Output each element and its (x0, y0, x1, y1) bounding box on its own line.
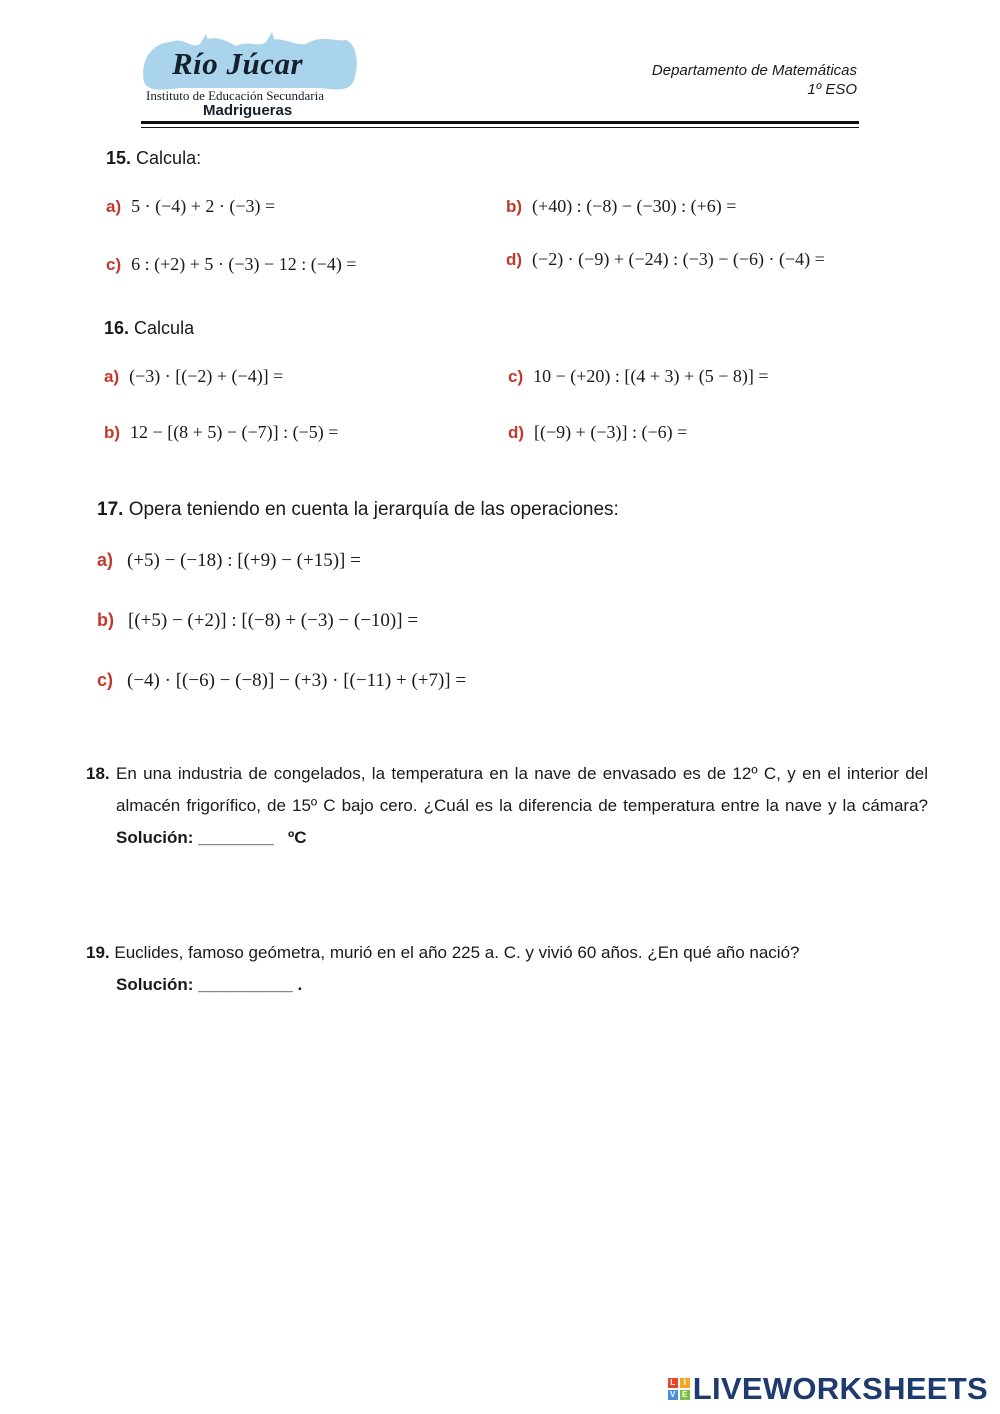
question-16-heading (104, 318, 194, 339)
item-label: b) (97, 610, 114, 630)
item-expression: (−2) · (−9) + (−24) : (−3) − (−6) · (−4) = (532, 249, 825, 269)
brand-tile: E (680, 1390, 690, 1400)
exercise-item (106, 196, 275, 217)
question-18-text-block (86, 758, 928, 854)
answer-blank[interactable]: ________ (198, 828, 274, 847)
item-expression: 6 : (+2) + 5 · (−3) − 12 : (−4) = (131, 254, 357, 274)
question-19 (86, 937, 928, 1001)
solution-label: Solución: (116, 828, 194, 847)
exercise-item (104, 366, 283, 387)
exercise-item (508, 422, 687, 443)
question-title: Calcula: (136, 148, 202, 168)
question-17-heading (97, 499, 619, 521)
item-label: b) (506, 197, 523, 216)
item-expression: 10 − (+20) : [(4 + 3) + (5 − 8)] = (533, 366, 769, 386)
exercise-item (97, 550, 361, 572)
exercise-item (506, 249, 825, 270)
brand-tile: I (680, 1378, 690, 1388)
item-label: a) (97, 550, 114, 570)
item-label: b) (104, 423, 121, 442)
question-number: 16. (104, 318, 130, 338)
item-label: c) (97, 670, 114, 690)
item-expression: 12 − [(8 + 5) − (−7)] : (−5) = (130, 422, 339, 442)
item-label: a) (104, 367, 120, 386)
item-expression: (+40) : (−8) − (−30) : (+6) = (532, 196, 737, 216)
logo-subtitle: Instituto de Educación Secundaria (146, 88, 324, 103)
logo-title: Río Júcar (172, 46, 304, 81)
question-number: 17. (97, 499, 124, 520)
question-text: Euclides, famoso geómetra, murió en el año 225 a. C. y vivió 60 años. ¿En qué año nació? (114, 943, 800, 962)
answer-blank[interactable]: __________ (198, 975, 293, 994)
item-label: c) (508, 367, 524, 386)
header-rule-thin (141, 127, 859, 128)
department-block (652, 61, 857, 99)
item-expression: (−3) · [(−2) + (−4)] = (129, 366, 284, 386)
liveworksheets-brand (668, 1371, 988, 1407)
solution-label: Solución: (116, 975, 194, 994)
question-18 (86, 758, 928, 854)
exercise-item (508, 366, 769, 387)
header-rule-thick (141, 121, 859, 124)
question-text: En una industria de congelados, la temperatura en la nave de envasado es de 12º C, y en el interior del almacén frigorífico, de 15º C bajo cero. ¿Cuál es la diferencia de temperatura entre la nave y la cámara? (116, 764, 928, 815)
brand-tile: L (668, 1378, 678, 1388)
brand-tile: V (668, 1390, 678, 1400)
item-expression: [(−9) + (−3)] : (−6) = (534, 422, 688, 442)
question-number: 19. (86, 943, 110, 962)
question-19-solution (86, 969, 928, 1001)
item-expression: [(+5) − (+2)] : [(−8) + (−3) − (−10)] = (128, 610, 419, 631)
question-number: 18. (86, 764, 110, 783)
question-19-line (86, 937, 928, 969)
exercise-item (104, 422, 338, 443)
exercise-item (106, 254, 357, 275)
question-number: 15. (106, 148, 132, 168)
question-15-heading (106, 148, 201, 169)
grade-level: 1º ESO (807, 81, 857, 98)
item-expression: (−4) · [(−6) − (−8)] − (+3) · [(−11) + (+7)] = (127, 670, 467, 691)
exercise-item (97, 610, 418, 632)
unit-label: ºC (288, 828, 307, 847)
question-title: Calcula (134, 318, 195, 338)
item-label: c) (106, 255, 122, 274)
logo-school-name: Madrigueras (203, 102, 293, 119)
sentence-end: . (297, 975, 303, 994)
department-name: Departamento de Matemáticas (651, 62, 857, 79)
item-label: d) (508, 423, 525, 442)
brand-logo-icon (668, 1378, 690, 1400)
item-expression: 5 · (−4) + 2 · (−3) = (131, 196, 276, 216)
exercise-item (97, 670, 466, 692)
exercise-item (506, 196, 736, 217)
item-expression: (+5) − (−18) : [(+9) − (+15)] = (127, 550, 361, 571)
brand-name: LIVEWORKSHEETS (692, 1371, 988, 1406)
item-label: a) (106, 197, 122, 216)
question-title: Opera teniendo en cuenta la jerarquía de las operaciones: (128, 499, 619, 520)
item-label: d) (506, 250, 523, 269)
